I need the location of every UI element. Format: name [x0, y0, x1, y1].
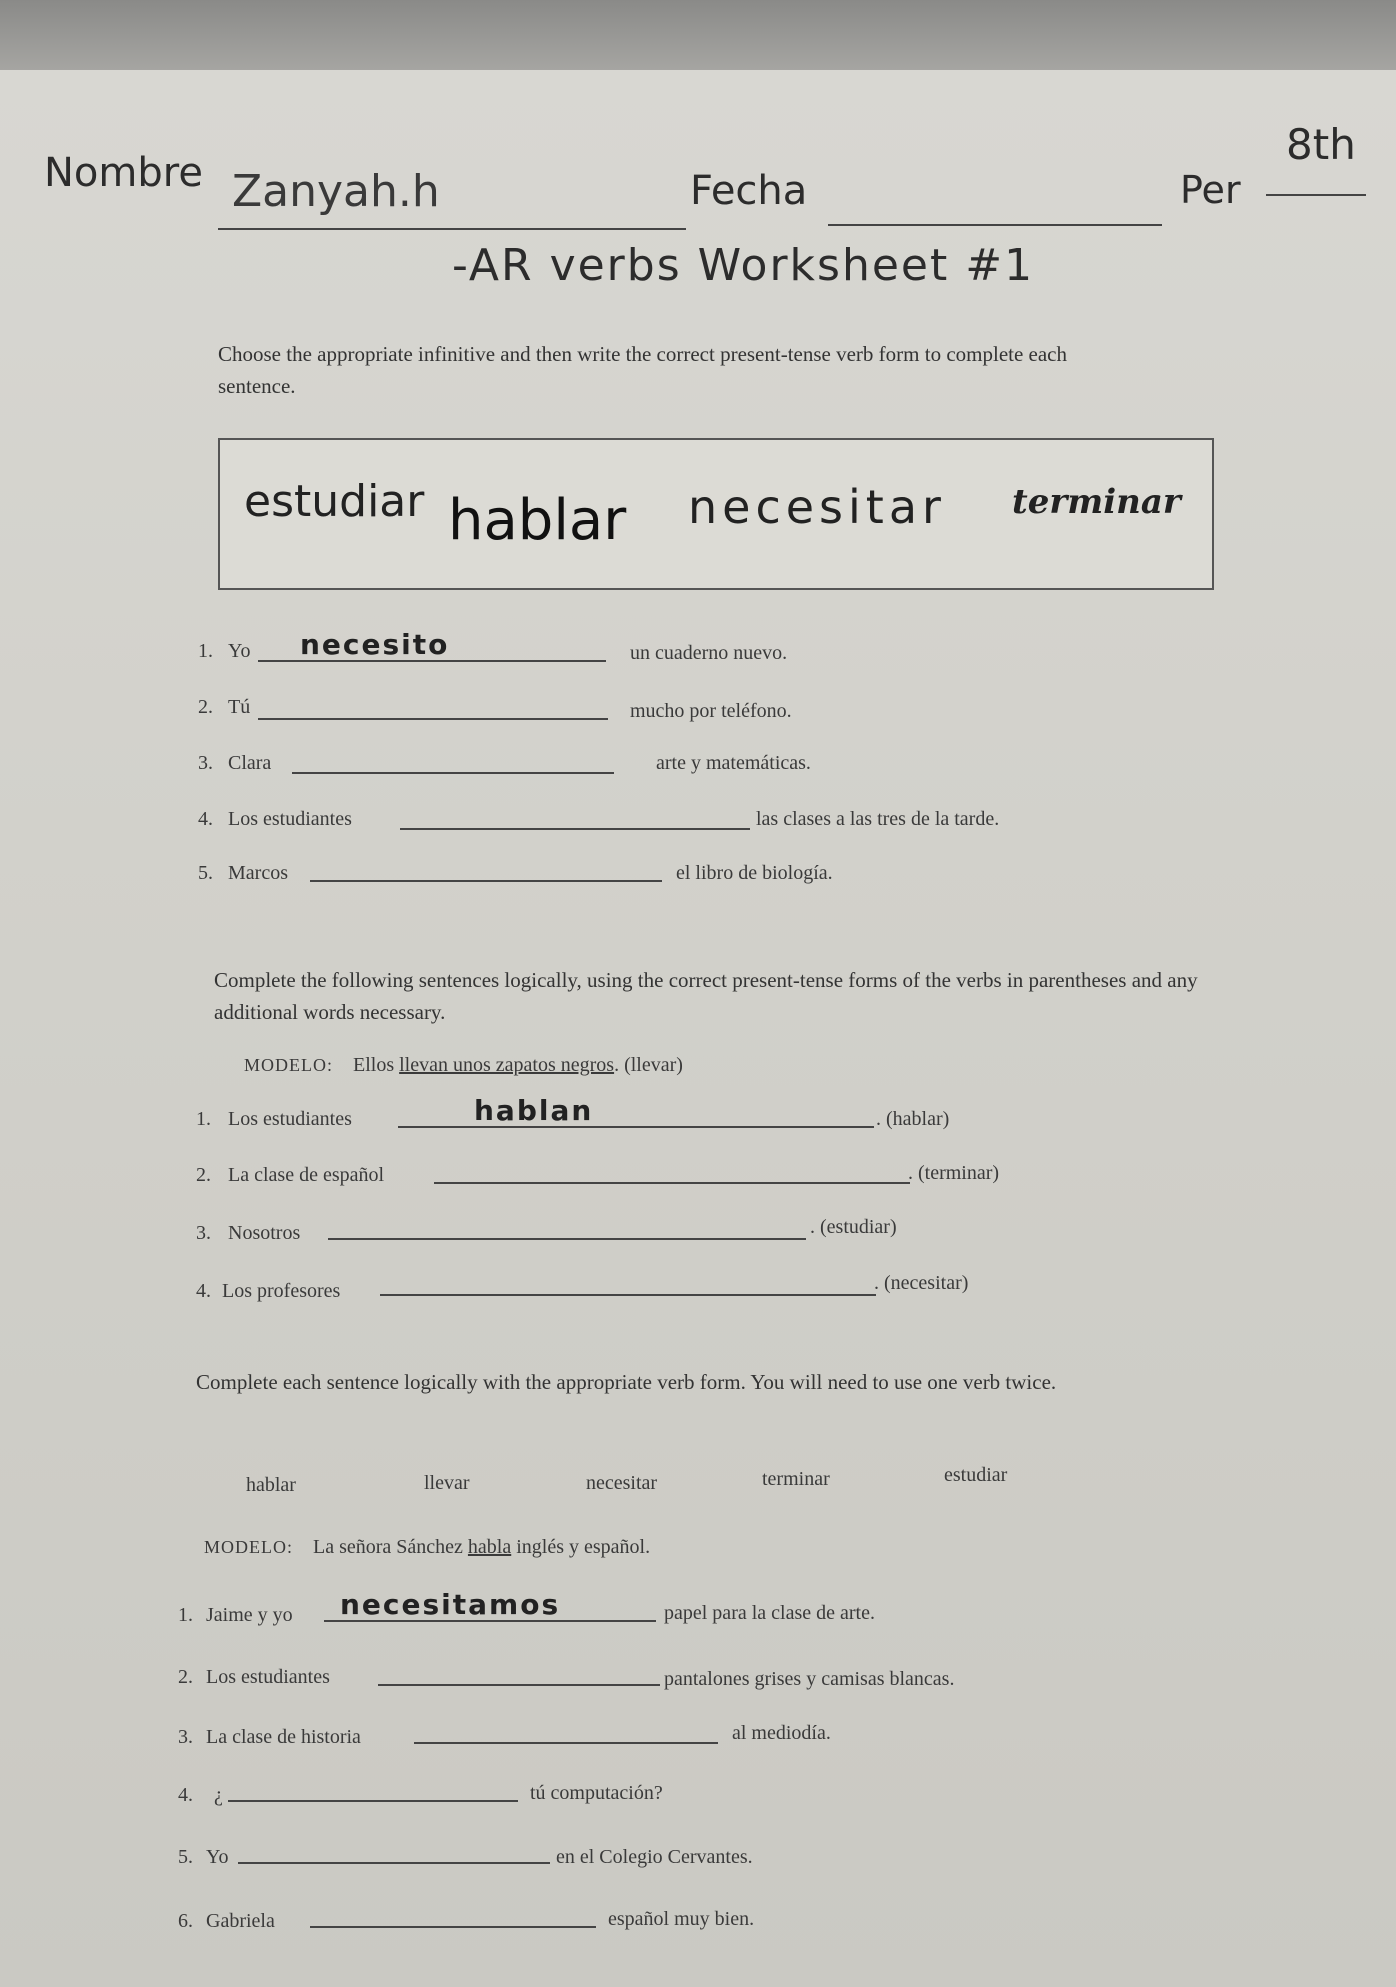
item-number: 2.: [198, 696, 213, 718]
item-number: 1.: [178, 1604, 193, 1626]
word-bank-hablar: hablar: [448, 488, 627, 553]
item-subject: Yo: [206, 1846, 229, 1868]
item-rest: en el Colegio Cervantes.: [556, 1846, 753, 1868]
part1-instructions: Choose the appropriate infinitive and then write the correct present-tense verb form to complete each sentence.: [218, 342, 1068, 398]
period-label: Per: [1180, 168, 1241, 212]
item-number: 2.: [178, 1666, 193, 1688]
answer-blank[interactable]: [378, 1684, 660, 1686]
item-subject: Los profesores: [222, 1280, 341, 1302]
part3-model: [204, 1536, 650, 1559]
item-subject: Tú: [228, 696, 251, 718]
item-subject: La clase de historia: [206, 1726, 361, 1748]
model-answer: llevan unos zapatos negros: [399, 1054, 615, 1076]
item-rest: mucho por teléfono.: [630, 700, 792, 722]
item-number: 5.: [178, 1846, 193, 1868]
answer-blank[interactable]: [258, 718, 608, 720]
model-label: MODELO:: [244, 1055, 333, 1075]
item-number: 2.: [196, 1164, 211, 1186]
item-number: 1.: [196, 1108, 211, 1130]
item-subject: Gabriela: [206, 1910, 275, 1932]
part3-word-hablar: hablar: [246, 1474, 296, 1496]
item-subject: La clase de español: [228, 1164, 385, 1186]
item-subject: Los estudiantes: [228, 1108, 352, 1130]
answer-blank[interactable]: [398, 1126, 874, 1128]
name-label: Nombre: [44, 150, 203, 196]
item-hint: . (hablar): [876, 1108, 950, 1130]
period-value: 8th: [1286, 120, 1356, 169]
item-number: 4.: [196, 1280, 211, 1302]
item-rest: el libro de biología.: [676, 862, 833, 884]
word-bank-estudiar: estudiar: [244, 476, 425, 527]
item-subject: ¿: [214, 1784, 223, 1806]
item-answer: hablan: [474, 1094, 594, 1127]
item-rest: pantalones grises y camisas blancas.: [664, 1668, 955, 1690]
item-number: 4.: [198, 808, 213, 830]
part3-word-necesitar: necesitar: [586, 1472, 658, 1494]
date-line: [828, 224, 1162, 226]
answer-blank[interactable]: [310, 880, 662, 882]
item-rest: un cuaderno nuevo.: [630, 642, 788, 664]
part3-instructions: Complete each sentence logically with the appropriate verb form. You will need to use one verb twice.: [196, 1370, 1057, 1394]
item-subject: Nosotros: [228, 1222, 301, 1244]
worksheet-title: -AR verbs Worksheet #1: [452, 240, 1035, 291]
name-value: Zanyah.h: [232, 166, 440, 217]
answer-blank[interactable]: [400, 828, 750, 830]
answer-blank[interactable]: [328, 1238, 806, 1240]
answer-blank[interactable]: [238, 1862, 550, 1864]
item-hint: . (terminar): [908, 1162, 1000, 1184]
model-label: MODELO:: [204, 1537, 293, 1557]
item-number: 6.: [178, 1910, 193, 1932]
item-subject: Marcos: [228, 862, 288, 884]
model-answer: habla: [467, 1536, 512, 1558]
item-answer: necesitamos: [340, 1588, 561, 1621]
part3-word-terminar: terminar: [762, 1468, 830, 1490]
part3-word-estudiar: estudiar: [944, 1464, 1008, 1486]
item-number: 5.: [198, 862, 213, 884]
item-number: 3.: [198, 752, 213, 774]
name-line: [218, 228, 686, 230]
model-subject: Ellos: [353, 1054, 395, 1076]
date-label: Fecha: [690, 168, 808, 214]
item-hint: . (necesitar): [874, 1272, 969, 1294]
item-rest: español muy bien.: [608, 1908, 755, 1930]
answer-blank[interactable]: [292, 772, 614, 774]
period-line: [1266, 194, 1366, 196]
part2-instructions: Complete the following sentences logically, using the correct present-tense forms of the verbs in parentheses and any additional words necessary.: [214, 968, 1198, 1024]
item-rest: arte y matemáticas.: [656, 752, 811, 774]
answer-blank[interactable]: [228, 1800, 518, 1802]
item-subject: Yo: [228, 640, 251, 662]
item-answer: necesito: [300, 628, 450, 661]
item-number: 4.: [178, 1784, 193, 1806]
part3-word-llevar: llevar: [424, 1472, 470, 1494]
item-hint: . (estudiar): [810, 1216, 897, 1238]
item-subject: Los estudiantes: [206, 1666, 330, 1688]
answer-blank[interactable]: [380, 1294, 876, 1296]
answer-blank[interactable]: [434, 1182, 910, 1184]
model-after: inglés y español.: [516, 1536, 651, 1558]
item-subject: Clara: [228, 752, 272, 774]
item-number: 1.: [198, 640, 213, 662]
item-rest: al mediodía.: [732, 1722, 831, 1744]
item-number: 3.: [178, 1726, 193, 1748]
part2-model: [244, 1054, 683, 1077]
word-bank-terminar: terminar: [1012, 482, 1181, 522]
item-rest: tú computación?: [530, 1782, 663, 1804]
item-subject: Los estudiantes: [228, 808, 352, 830]
model-before: La señora Sánchez: [313, 1536, 463, 1558]
item-rest: las clases a las tres de la tarde.: [756, 808, 1000, 830]
item-number: 3.: [196, 1222, 211, 1244]
answer-blank[interactable]: [414, 1742, 718, 1744]
word-bank-necesitar: necesitar: [688, 480, 946, 534]
item-subject: Jaime y yo: [206, 1604, 293, 1626]
item-rest: papel para la clase de arte.: [664, 1602, 875, 1624]
model-hint: . (llevar): [614, 1054, 683, 1076]
answer-blank[interactable]: [310, 1926, 596, 1928]
